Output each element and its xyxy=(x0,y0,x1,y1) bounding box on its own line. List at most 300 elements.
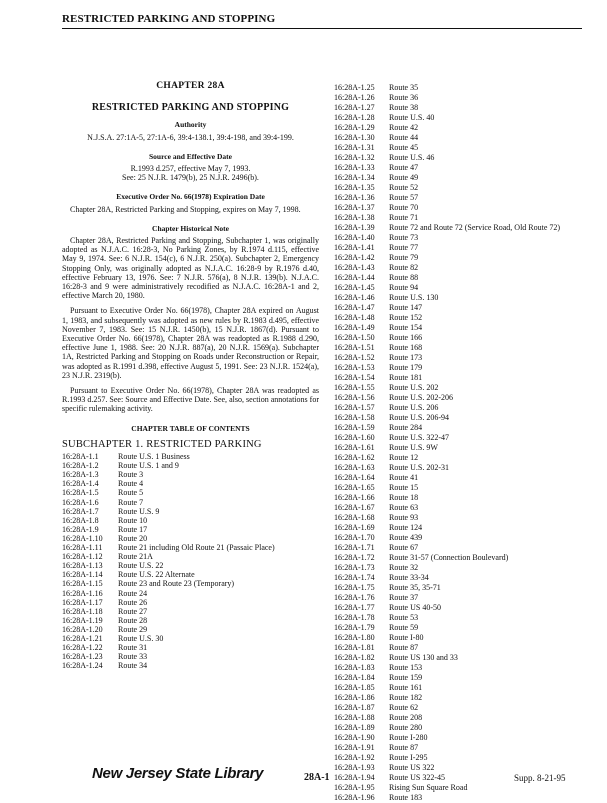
toc-entry xyxy=(62,543,319,552)
toc-section-number: 16:28A-1.60 xyxy=(334,433,375,442)
toc-entry xyxy=(334,473,594,483)
toc-section-number: 16:28A-1.81 xyxy=(334,643,375,652)
toc-entry xyxy=(334,753,594,763)
toc-section-title: Route 47 xyxy=(389,163,419,172)
toc-entry xyxy=(334,253,594,263)
toc-section-number: 16:28A-1.42 xyxy=(334,253,375,262)
right-column xyxy=(334,83,594,803)
toc-entry xyxy=(334,603,594,613)
toc-entry xyxy=(62,507,319,516)
toc-section-number: 16:28A-1.37 xyxy=(334,203,375,212)
toc-section-title: Route U.S. 202-31 xyxy=(389,463,449,472)
toc-entry xyxy=(334,703,594,713)
toc-entry xyxy=(334,673,594,683)
toc-section-title: Route U.S. 9 xyxy=(118,506,160,516)
toc-section-number: 16:28A-1.94 xyxy=(334,773,375,782)
toc-entry xyxy=(334,393,594,403)
toc-section-number: 16:28A-1.58 xyxy=(334,413,375,422)
toc-entry xyxy=(334,333,594,343)
toc-section-number: 16:28A-1.14 xyxy=(62,570,103,580)
toc-heading: CHAPTER TABLE OF CONTENTS xyxy=(131,423,250,433)
toc-entry xyxy=(334,293,594,303)
toc-section-number: 16:28A-1.50 xyxy=(334,333,375,342)
toc-section-title: Route U.S. 206-94 xyxy=(389,413,449,422)
toc-entry xyxy=(62,643,319,652)
toc-section-title: Route 208 xyxy=(389,713,423,722)
toc-entry xyxy=(334,323,594,333)
toc-section-title: Route 5 xyxy=(118,488,144,498)
toc-section-title: Route I-295 xyxy=(389,753,428,762)
toc-section-title: Route 71 xyxy=(389,213,419,222)
historical-note-paragraph: Chapter 28A, Restricted Parking and Stopping, Subchapter 1, was originally adopted as N.J.A.C. 16:28-3, No Parking Zones, by R.1974 d.115, effective May 9, 1974. See: 6 N.J.R. 154(c), 6 N.J.R. 250(a). Subchapter 2, Emergency Stopping Only, was originally adopted as N.J.A.C. 16:28-9 by R.1976 d.40, effective February 13, 1976. See: 7 N.J.R. 576(a), 8 N.J.R. 139(b). N.J.A.C. 16:28-3 and 9 were administratively recodified as N.J.A.C. 16:28A-1 and 2, effective March 20, 1980. xyxy=(62,236,319,301)
toc-section-number: 16:28A-1.77 xyxy=(334,603,375,612)
toc-entry xyxy=(334,533,594,543)
toc-entry xyxy=(334,563,594,573)
toc-section-title: Route 35 xyxy=(389,83,419,92)
toc-entry xyxy=(62,625,319,634)
toc-section-number: 16:28A-1.11 xyxy=(62,543,103,553)
subchapter-heading: SUBCHAPTER 1. RESTRICTED PARKING xyxy=(62,438,262,450)
toc-section-number: 16:28A-1.29 xyxy=(334,123,375,132)
toc-section-title: Route 44 xyxy=(389,133,419,142)
toc-entry xyxy=(334,413,594,423)
toc-entry xyxy=(334,693,594,703)
toc-entry xyxy=(334,553,594,563)
toc-section-title: Route U.S. 1 and 9 xyxy=(118,461,179,471)
toc-section-number: 16:28A-1.59 xyxy=(334,423,375,432)
toc-section-number: 16:28A-1.18 xyxy=(62,606,103,616)
toc-section-title: Route 72 and Route 72 (Service Road, Old Route 72) xyxy=(389,223,561,232)
toc-entry xyxy=(334,383,594,393)
toc-section-number: 16:28A-1.72 xyxy=(334,553,375,562)
toc-section-number: 16:28A-1.32 xyxy=(334,153,375,162)
toc-section-number: 16:28A-1.46 xyxy=(334,293,375,302)
toc-section-title: Route 15 xyxy=(389,483,419,492)
exec-order-text: Chapter 28A, Restricted Parking and Stopping, expires on May 7, 1998. xyxy=(70,204,301,214)
toc-entry xyxy=(334,123,594,133)
toc-section-title: Route 73 xyxy=(389,233,419,242)
toc-section-number: 16:28A-1.25 xyxy=(334,83,375,92)
toc-entry xyxy=(334,213,594,223)
source-line-2: See: 25 N.J.R. 1479(b), 25 N.J.R. 2496(b). xyxy=(122,173,259,183)
toc-section-title: Route U.S. 22 Alternate xyxy=(118,570,195,580)
toc-section-title: Route 82 xyxy=(389,263,419,272)
toc-section-number: 16:28A-1.66 xyxy=(334,493,375,502)
toc-section-title: Route 173 xyxy=(389,353,423,362)
toc-section-title: Route 45 xyxy=(389,143,419,152)
toc-section-number: 16:28A-1.51 xyxy=(334,343,375,352)
toc-section-number: 16:28A-1.73 xyxy=(334,563,375,572)
toc-section-number: 16:28A-1.87 xyxy=(334,703,375,712)
toc-section-number: 16:28A-1.2 xyxy=(62,461,99,471)
toc-section-title: Route 52 xyxy=(389,183,419,192)
toc-section-number: 16:28A-1.9 xyxy=(62,524,99,534)
toc-section-title: Route 181 xyxy=(389,373,423,382)
toc-entry xyxy=(62,607,319,616)
toc-entry xyxy=(334,483,594,493)
toc-section-title: Route 87 xyxy=(389,743,419,752)
toc-section-number: 16:28A-1.38 xyxy=(334,213,375,222)
toc-section-title: Route U.S. 9W xyxy=(389,443,438,452)
toc-section-number: 16:28A-1.5 xyxy=(62,488,99,498)
toc-section-title: Route U.S. 202-206 xyxy=(389,393,453,402)
toc-section-number: 16:28A-1.12 xyxy=(62,552,103,562)
toc-entry xyxy=(62,488,319,497)
toc-section-number: 16:28A-1.15 xyxy=(62,579,103,589)
toc-entry xyxy=(62,498,319,507)
toc-section-number: 16:28A-1.80 xyxy=(334,633,375,642)
toc-section-number: 16:28A-1.4 xyxy=(62,479,99,489)
toc-entry xyxy=(334,163,594,173)
toc-section-number: 16:28A-1.23 xyxy=(62,652,103,662)
toc-section-number: 16:28A-1.20 xyxy=(62,624,103,634)
toc-entry xyxy=(62,452,319,461)
toc-section-title: Route 26 xyxy=(118,597,148,607)
toc-section-number: 16:28A-1.83 xyxy=(334,663,375,672)
toc-section-number: 16:28A-1.45 xyxy=(334,283,375,292)
toc-section-number: 16:28A-1.19 xyxy=(62,615,103,625)
toc-entry xyxy=(334,233,594,243)
toc-section-title: Route 37 xyxy=(389,593,419,602)
toc-entry xyxy=(62,570,319,579)
toc-section-number: 16:28A-1.31 xyxy=(334,143,375,152)
toc-entry xyxy=(334,633,594,643)
toc-section-number: 16:28A-1.95 xyxy=(334,783,375,792)
toc-section-number: 16:28A-1.91 xyxy=(334,743,375,752)
historical-note-paragraph: Pursuant to Executive Order No. 66(1978), Chapter 28A was readopted as R.1993 d.257. See: Source and Effective Date. See, also, section annotations for specific rulemaking activity. xyxy=(62,386,319,414)
toc-section-number: 16:28A-1.68 xyxy=(334,513,375,522)
toc-section-title: Route 67 xyxy=(389,543,419,552)
toc-section-number: 16:28A-1.74 xyxy=(334,573,375,582)
toc-section-title: Route 18 xyxy=(389,493,419,502)
toc-section-number: 16:28A-1.89 xyxy=(334,723,375,732)
toc-entry xyxy=(334,103,594,113)
source-line-1: R.1993 d.257, effective May 7, 1993. xyxy=(130,164,251,174)
toc-section-title: Route 21 including Old Route 21 (Passaic Place) xyxy=(118,543,275,553)
toc-section-number: 16:28A-1.34 xyxy=(334,173,375,182)
toc-section-number: 16:28A-1.65 xyxy=(334,483,375,492)
toc-section-title: Route 7 xyxy=(118,497,144,507)
toc-section-number: 16:28A-1.69 xyxy=(334,523,375,532)
toc-section-title: Route 153 xyxy=(389,663,423,672)
authority-block xyxy=(62,120,319,141)
toc-section-number: 16:28A-1.39 xyxy=(334,223,375,232)
toc-entry xyxy=(62,616,319,625)
toc-section-title: Route 53 xyxy=(389,613,419,622)
toc-section-title: Route I-280 xyxy=(389,733,428,742)
toc-section-title: Route US 130 and 33 xyxy=(389,653,458,662)
toc-section-title: Route 439 xyxy=(389,533,423,542)
toc-section-title: Route 32 xyxy=(389,563,419,572)
exec-order-block xyxy=(62,192,319,213)
toc-entry xyxy=(334,203,594,213)
toc-section-number: 16:28A-1.17 xyxy=(62,597,103,607)
toc-entry xyxy=(62,634,319,643)
toc-section-title: Route U.S. 130 xyxy=(389,293,439,302)
toc-section-number: 16:28A-1.21 xyxy=(62,633,103,643)
toc-entry xyxy=(62,552,319,561)
toc-entry xyxy=(62,461,319,470)
toc-section-number: 16:28A-1.54 xyxy=(334,373,375,382)
toc-section-title: Route 87 xyxy=(389,643,419,652)
toc-section-title: Route 63 xyxy=(389,503,419,512)
left-column xyxy=(62,82,319,670)
toc-entry xyxy=(62,470,319,479)
toc-section-title: Route 12 xyxy=(389,453,419,462)
toc-section-number: 16:28A-1.10 xyxy=(62,533,103,543)
toc-entry xyxy=(62,652,319,661)
toc-section-number: 16:28A-1.35 xyxy=(334,183,375,192)
toc-section-number: 16:28A-1.16 xyxy=(62,588,103,598)
toc-section-number: 16:28A-1.57 xyxy=(334,403,375,412)
toc-section-number: 16:28A-1.70 xyxy=(334,533,375,542)
toc-entry xyxy=(62,561,319,570)
historical-note-heading: Chapter Historical Note xyxy=(152,223,229,233)
toc-section-title: Route US 322 xyxy=(389,763,435,772)
toc-section-title: Route 3 xyxy=(118,470,144,480)
toc-section-title: Route 94 xyxy=(389,283,419,292)
toc-entry xyxy=(334,373,594,383)
toc-section-title: Route 41 xyxy=(389,473,419,482)
toc-section-title: Route 38 xyxy=(389,103,419,112)
toc-section-number: 16:28A-1.47 xyxy=(334,303,375,312)
toc-section-title: Route 183 xyxy=(389,793,423,802)
toc-section-title: Route U.S. 30 xyxy=(118,633,164,643)
toc-section-title: Route 24 xyxy=(118,588,148,598)
toc-entry xyxy=(334,543,594,553)
toc-entry xyxy=(334,493,594,503)
toc-section-title: Route 182 xyxy=(389,693,423,702)
toc-entry xyxy=(62,479,319,488)
exec-order-heading: Executive Order No. 66(1978) Expiration Date xyxy=(116,192,265,202)
toc-section-title: Route 88 xyxy=(389,273,419,282)
toc-section-title: Route 57 xyxy=(389,193,419,202)
toc-entry xyxy=(334,313,594,323)
toc-list-left xyxy=(62,452,319,670)
toc-entry xyxy=(62,598,319,607)
toc-entry xyxy=(62,579,319,588)
toc-entry xyxy=(334,583,594,593)
toc-entry xyxy=(334,423,594,433)
toc-entry xyxy=(334,83,594,93)
toc-entry xyxy=(334,93,594,103)
toc-entry xyxy=(334,113,594,123)
toc-entry xyxy=(334,643,594,653)
toc-section-title: Route 93 xyxy=(389,513,419,522)
running-header: RESTRICTED PARKING AND STOPPING xyxy=(62,13,276,25)
toc-section-title: Rising Sun Square Road xyxy=(389,783,468,792)
toc-section-number: 16:28A-1.3 xyxy=(62,470,99,480)
source-heading: Source and Effective Date xyxy=(149,151,232,161)
toc-section-title: Route 168 xyxy=(389,343,423,352)
toc-entry xyxy=(334,503,594,513)
toc-entry xyxy=(62,534,319,543)
toc-entry xyxy=(334,683,594,693)
toc-section-number: 16:28A-1.28 xyxy=(334,113,375,122)
toc-entry xyxy=(334,263,594,273)
toc-section-number: 16:28A-1.56 xyxy=(334,393,375,402)
toc-entry xyxy=(334,733,594,743)
toc-entry xyxy=(62,516,319,525)
toc-section-number: 16:28A-1.22 xyxy=(62,643,103,653)
toc-section-title: Route 33-34 xyxy=(389,573,429,582)
toc-section-title: Route 124 xyxy=(389,523,423,532)
toc-section-number: 16:28A-1.48 xyxy=(334,313,375,322)
toc-entry xyxy=(334,723,594,733)
toc-section-title: Route 20 xyxy=(118,533,148,543)
historical-note xyxy=(62,224,319,414)
toc-section-number: 16:28A-1.40 xyxy=(334,233,375,242)
toc-section-number: 16:28A-1.52 xyxy=(334,353,375,362)
toc-section-title: Route 42 xyxy=(389,123,419,132)
toc-section-title: Route U.S. 202 xyxy=(389,383,439,392)
toc-entry xyxy=(334,153,594,163)
toc-section-number: 16:28A-1.1 xyxy=(62,452,99,462)
toc-entry xyxy=(334,353,594,363)
toc-section-number: 16:28A-1.86 xyxy=(334,693,375,702)
toc-section-title: Route 17 xyxy=(118,524,148,534)
toc-section-title: Route 159 xyxy=(389,673,423,682)
toc-entry xyxy=(334,573,594,583)
toc-entry xyxy=(334,183,594,193)
toc-entry xyxy=(334,283,594,293)
toc-section-number: 16:28A-1.62 xyxy=(334,453,375,462)
toc-entry xyxy=(334,303,594,313)
toc-section-number: 16:28A-1.63 xyxy=(334,463,375,472)
toc-entry xyxy=(334,453,594,463)
toc-section-number: 16:28A-1.76 xyxy=(334,593,375,602)
toc-section-number: 16:28A-1.92 xyxy=(334,753,375,762)
toc-entry xyxy=(334,403,594,413)
toc-section-number: 16:28A-1.7 xyxy=(62,506,99,516)
toc-section-title: Route US 40-50 xyxy=(389,603,441,612)
toc-section-number: 16:28A-1.93 xyxy=(334,763,375,772)
toc-section-number: 16:28A-1.79 xyxy=(334,623,375,632)
toc-section-number: 16:28A-1.26 xyxy=(334,93,375,102)
toc-entry xyxy=(334,243,594,253)
toc-section-title: Route 28 xyxy=(118,615,148,625)
toc-section-title: Route 152 xyxy=(389,313,423,322)
supplement-date: Supp. 8-21-95 xyxy=(514,773,566,783)
toc-section-title: Route I-80 xyxy=(389,633,424,642)
toc-section-title: Route 21A xyxy=(118,552,153,562)
toc-section-title: Route 166 xyxy=(389,333,423,342)
toc-section-number: 16:28A-1.36 xyxy=(334,193,375,202)
toc-section-number: 16:28A-1.44 xyxy=(334,273,375,282)
toc-entry xyxy=(334,463,594,473)
toc-entry xyxy=(334,593,594,603)
toc-section-number: 16:28A-1.85 xyxy=(334,683,375,692)
chapter-subtitle: RESTRICTED PARKING AND STOPPING xyxy=(91,102,290,114)
toc-section-title: Route US 322-45 xyxy=(389,773,445,782)
toc-section-title: Route 161 xyxy=(389,683,423,692)
chapter-title: CHAPTER 28A xyxy=(156,81,225,91)
toc-section-title: Route 62 xyxy=(389,703,419,712)
toc-section-number: 16:28A-1.96 xyxy=(334,793,375,802)
toc-section-title: Route 147 xyxy=(389,303,423,312)
toc-section-title: Route 23 and Route 23 (Temporary) xyxy=(118,579,235,589)
toc-entry xyxy=(334,343,594,353)
toc-section-title: Route 35, 35-71 xyxy=(389,583,441,592)
toc-entry xyxy=(334,173,594,183)
toc-section-title: Route U.S. 40 xyxy=(389,113,435,122)
toc-entry xyxy=(334,623,594,633)
toc-section-title: Route 27 xyxy=(118,606,148,616)
toc-section-title: Route 59 xyxy=(389,623,419,632)
toc-section-number: 16:28A-1.8 xyxy=(62,515,99,525)
toc-entry xyxy=(334,513,594,523)
toc-section-number: 16:28A-1.41 xyxy=(334,243,375,252)
toc-section-title: Route U.S. 322-47 xyxy=(389,433,449,442)
toc-section-title: Route 36 xyxy=(389,93,419,102)
toc-section-number: 16:28A-1.13 xyxy=(62,561,103,571)
authority-heading: Authority xyxy=(174,120,207,130)
toc-section-number: 16:28A-1.33 xyxy=(334,163,375,172)
toc-entry xyxy=(334,663,594,673)
toc-entry xyxy=(334,613,594,623)
toc-section-title: Route 31 xyxy=(118,643,148,653)
toc-entry xyxy=(334,273,594,283)
toc-section-number: 16:28A-1.53 xyxy=(334,363,375,372)
toc-section-number: 16:28A-1.6 xyxy=(62,497,99,507)
toc-section-number: 16:28A-1.71 xyxy=(334,543,375,552)
toc-section-title: Route 31-57 (Connection Boulevard) xyxy=(389,553,509,562)
toc-section-number: 16:28A-1.27 xyxy=(334,103,375,112)
toc-section-title: Route 33 xyxy=(118,652,148,662)
toc-section-number: 16:28A-1.90 xyxy=(334,733,375,742)
toc-entry xyxy=(334,433,594,443)
toc-section-number: 16:28A-1.75 xyxy=(334,583,375,592)
toc-entry xyxy=(62,661,319,670)
toc-section-number: 16:28A-1.78 xyxy=(334,613,375,622)
toc-entry xyxy=(334,653,594,663)
toc-section-number: 16:28A-1.43 xyxy=(334,263,375,272)
toc-entry xyxy=(334,133,594,143)
toc-entry xyxy=(62,525,319,534)
toc-section-title: Route U.S. 46 xyxy=(389,153,435,162)
toc-section-number: 16:28A-1.61 xyxy=(334,443,375,452)
authority-text: N.J.S.A. 27:1A-5, 27:1A-6, 39:4-138.1, 39:4-198, and 39:4-199. xyxy=(87,132,294,142)
toc-section-title: Route 70 xyxy=(389,203,419,212)
toc-section-number: 16:28A-1.24 xyxy=(62,661,103,671)
historical-note-paragraph: Pursuant to Executive Order No. 66(1978), Chapter 28A expired on August 1, 1983, and subsequently was adopted as new rules by R.1983 d.495, effective November 7, 1983. See: 15 N.J.R. 1450(b), 15 N.J.R. 1867(d). Pursuant to Executive Order No. 66(1978), Chapter 28A was readopted as R.1988 d.290, effective June 1, 1988. See: 20 N.J.R. 887(a), 20 N.J.R. 1569(a). Subchapter 1A, Restricted Parking and Stopping on Roads under Reconstruction or Repair, was adopted as R.1991 d.398, effective August 5, 1991. See: 23 N.J.R. 1524(a), 23 N.J.R. 2319(b). xyxy=(62,306,319,380)
toc-section-title: Route 79 xyxy=(389,253,419,262)
toc-section-number: 16:28A-1.82 xyxy=(334,653,375,662)
toc-section-title: Route 29 xyxy=(118,624,148,634)
toc-section-number: 16:28A-1.49 xyxy=(334,323,375,332)
header-rule xyxy=(62,28,582,29)
toc-section-title: Route U.S. 22 xyxy=(118,561,164,571)
toc-section-title: Route 10 xyxy=(118,515,148,525)
library-stamp: New Jersey State Library xyxy=(92,765,264,782)
toc-entry xyxy=(334,713,594,723)
toc-entry xyxy=(334,223,594,233)
toc-section-title: Route 154 xyxy=(389,323,423,332)
toc-list-right xyxy=(334,83,594,803)
toc-section-title: Route 284 xyxy=(389,423,423,432)
toc-entry xyxy=(334,793,594,803)
toc-entry xyxy=(334,743,594,753)
toc-entry xyxy=(334,363,594,373)
toc-section-title: Route U.S. 206 xyxy=(389,403,439,412)
toc-section-number: 16:28A-1.30 xyxy=(334,133,375,142)
toc-section-title: Route 49 xyxy=(389,173,419,182)
toc-section-title: Route 34 xyxy=(118,661,148,671)
toc-section-number: 16:28A-1.88 xyxy=(334,713,375,722)
toc-section-title: Route 77 xyxy=(389,243,419,252)
toc-section-title: Route 280 xyxy=(389,723,423,732)
toc-section-number: 16:28A-1.84 xyxy=(334,673,375,682)
